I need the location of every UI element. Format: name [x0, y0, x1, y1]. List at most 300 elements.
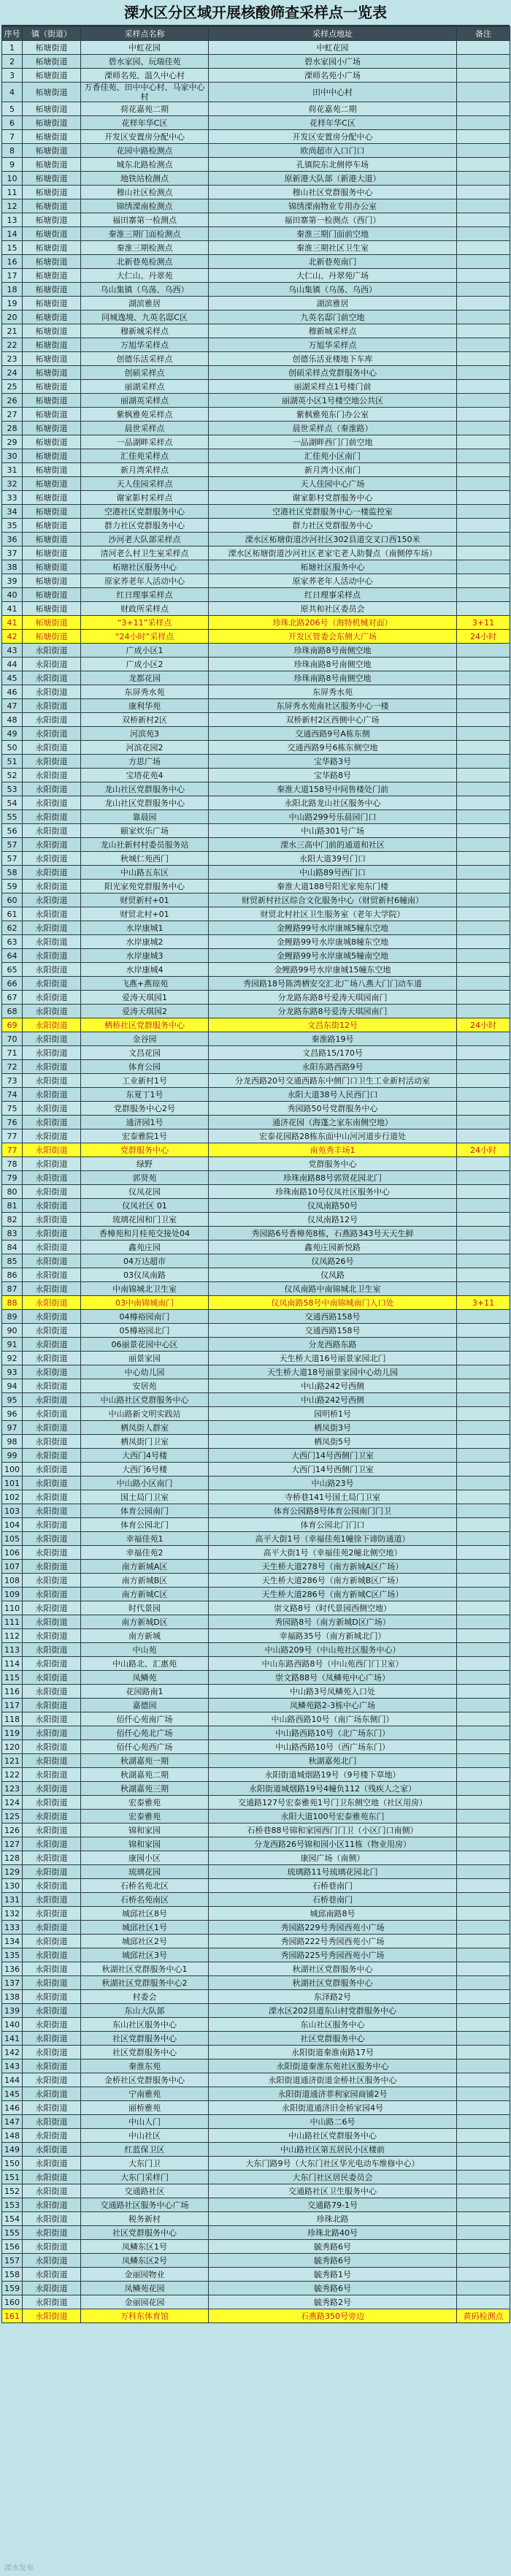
row-street: 永阳街道 — [23, 2254, 81, 2268]
row-street: 永阳街道 — [23, 977, 81, 991]
row-note — [457, 2295, 510, 2309]
row-index: 141 — [2, 2032, 23, 2046]
table-row — [2, 1227, 510, 1241]
row-street: 柘塘街道 — [23, 380, 81, 394]
table-row — [2, 477, 510, 491]
row-street: 永阳街道 — [23, 1365, 81, 1379]
row-site-address: 通济花园（海蓬之家东南侧空地） — [209, 1116, 457, 1129]
row-site-name: 04樽裕园南门 — [81, 1310, 209, 1324]
row-street: 柘塘街道 — [23, 533, 81, 546]
row-street: 永阳街道 — [23, 1129, 81, 1143]
row-site-name: 党群服务中心 — [81, 1143, 209, 1157]
row-site-name: 中心幼儿园 — [81, 1365, 209, 1379]
row-index: 30 — [2, 449, 23, 463]
row-site-name: 锦和家园 — [81, 1824, 209, 1837]
table-row — [2, 1699, 510, 1712]
row-street: 永阳街道 — [23, 1588, 81, 1601]
row-note — [457, 172, 510, 186]
row-index: 104 — [2, 1518, 23, 1532]
row-note — [457, 1199, 510, 1213]
row-site-name: 双桥新村2区 — [81, 713, 209, 727]
row-index: 52 — [2, 769, 23, 782]
row-index: 20 — [2, 310, 23, 324]
row-site-name: 阳光家苑党群服务中心 — [81, 880, 209, 893]
row-site-name: 凤鳞苑 — [81, 1671, 209, 1685]
row-index: 116 — [2, 1685, 23, 1699]
row-site-name: 栖凤街人群室 — [81, 1421, 209, 1435]
row-index: 67 — [2, 991, 23, 1005]
row-site-name: 城东北路检测点 — [81, 158, 209, 172]
row-site-name: 地铁站检测点 — [81, 172, 209, 186]
row-site-address: 欧尚超市入口门口 — [209, 144, 457, 158]
row-site-address: 大东门社区居民委员会 — [209, 2171, 457, 2184]
row-note — [457, 769, 510, 782]
table-row — [2, 977, 510, 991]
table-row — [2, 1865, 510, 1879]
row-site-name: 龙都花园 — [81, 671, 209, 685]
row-site-name: 红日理事采样点 — [81, 588, 209, 602]
row-note — [457, 935, 510, 949]
row-note — [457, 727, 510, 741]
row-site-name: 一品湖畔采样点 — [81, 435, 209, 449]
row-note — [457, 1921, 510, 1935]
row-site-address: 毓秀路6号 — [209, 2254, 457, 2268]
row-site-address: 分龙西路26号锦和园小区11栋（物业用房） — [209, 1837, 457, 1851]
table-row — [2, 2059, 510, 2073]
row-street: 永阳街道 — [23, 1657, 81, 1671]
row-site-address: 永阳大道39号门口 — [209, 852, 457, 866]
table-row — [2, 713, 510, 727]
row-site-address: 秦淮三期门面前空地 — [209, 227, 457, 241]
row-street: 永阳街道 — [23, 1824, 81, 1837]
row-note — [457, 1948, 510, 1962]
table-row — [2, 1532, 510, 1546]
table-row — [2, 1282, 510, 1296]
row-site-name: 万科东体育馆 — [81, 2309, 209, 2323]
row-site-name: 03中南锦城南门 — [81, 1296, 209, 1310]
row-note — [457, 1976, 510, 1990]
row-site-address: 新月湾小区南门 — [209, 463, 457, 477]
row-note — [457, 977, 510, 991]
row-street: 永阳街道 — [23, 866, 81, 880]
row-site-name: 中山人门 — [81, 2115, 209, 2129]
row-site-address: 秋湖嘉苑北门 — [209, 1754, 457, 1768]
row-index: 13 — [2, 213, 23, 227]
row-index: 154 — [2, 2212, 23, 2226]
row-site-address: 城邱南路8号 — [209, 1907, 457, 1921]
row-note — [457, 1060, 510, 1074]
row-note — [457, 755, 510, 769]
row-index: 136 — [2, 1962, 23, 1976]
table-row — [2, 1338, 510, 1352]
row-site-name: 北新巷苑检测点 — [81, 255, 209, 269]
row-note — [457, 1726, 510, 1740]
row-site-name: 宝塔花苑4 — [81, 769, 209, 782]
row-site-address: 秦淮路19号 — [209, 1032, 457, 1046]
row-site-address: 康园广场（南侧） — [209, 1851, 457, 1865]
row-note — [457, 810, 510, 824]
row-note — [457, 2226, 510, 2240]
row-site-address: 永阳街道城烟路19号（9号楼下草地） — [209, 1768, 457, 1782]
row-street: 永阳街道 — [23, 1324, 81, 1338]
table-row — [2, 449, 510, 463]
row-street: 永阳街道 — [23, 2226, 81, 2240]
row-index: 145 — [2, 2087, 23, 2101]
row-site-name: 石桥名苑南区 — [81, 1893, 209, 1907]
row-index: 2 — [2, 55, 23, 69]
table-row — [2, 2087, 510, 2101]
row-street: 永阳街道 — [23, 1851, 81, 1865]
row-index: 86 — [2, 1268, 23, 1282]
row-site-address: 中山路社区第五居民小区楼前 — [209, 2143, 457, 2157]
row-street: 永阳街道 — [23, 2171, 81, 2184]
row-index: 32 — [2, 477, 23, 491]
row-site-address: 丽湖英小区1号楼空地公共区 — [209, 394, 457, 408]
row-note — [457, 1629, 510, 1643]
row-index: 35 — [2, 519, 23, 533]
row-note — [457, 1282, 510, 1296]
row-note — [457, 2184, 510, 2198]
row-site-name: 溧师名苑、温久中心村 — [81, 69, 209, 83]
row-index: 70 — [2, 1032, 23, 1046]
row-street: 永阳街道 — [23, 1643, 81, 1657]
row-note — [457, 1449, 510, 1463]
row-site-address: 穆山社区党群服务中心 — [209, 186, 457, 199]
row-street: 永阳街道 — [23, 782, 81, 796]
table-row — [2, 893, 510, 907]
row-site-name: 秦淮三期门面检测点 — [81, 227, 209, 241]
row-site-name: 中山路新文明实践站 — [81, 1407, 209, 1421]
row-site-address: 乌山集镇（乌荡、乌西） — [209, 283, 457, 297]
row-note — [457, 1768, 510, 1782]
row-street: 永阳街道 — [23, 1615, 81, 1629]
row-site-address: 溧水区202县道东山村党群服务中心 — [209, 2004, 457, 2018]
table-row — [2, 2018, 510, 2032]
row-note — [457, 1393, 510, 1407]
row-street: 永阳街道 — [23, 2240, 81, 2254]
row-site-name: 颐家炊乐广场 — [81, 824, 209, 838]
table-row — [2, 1837, 510, 1851]
row-site-address: 秀园路229号秀园西苑小广场 — [209, 1921, 457, 1935]
table-row — [2, 1199, 510, 1213]
row-site-address: 凤鳞苑路2-3栋中心广场 — [209, 1699, 457, 1712]
row-street: 柘塘街道 — [23, 116, 81, 130]
row-note — [457, 1407, 510, 1421]
row-street: 柘塘街道 — [23, 560, 81, 574]
table-row — [2, 186, 510, 199]
row-site-name: 体育公园北门 — [81, 1518, 209, 1532]
row-site-name: 晨世采样点 — [81, 422, 209, 435]
row-note — [457, 1837, 510, 1851]
row-index: 50 — [2, 741, 23, 755]
row-index: 147 — [2, 2115, 23, 2129]
row-site-name: 城邱社区3号 — [81, 1948, 209, 1962]
row-site-name: 河滨苑3 — [81, 727, 209, 741]
row-index: 65 — [2, 963, 23, 977]
row-index: 157 — [2, 2254, 23, 2268]
row-street: 永阳街道 — [23, 1574, 81, 1588]
row-note — [457, 1116, 510, 1129]
row-site-address: 孔镇院东北侧停车场 — [209, 158, 457, 172]
row-site-name: 大西门4号楼 — [81, 1449, 209, 1463]
table-row — [2, 158, 510, 172]
row-site-name: 中山路社区党群服务中心 — [81, 1393, 209, 1407]
row-street: 永阳街道 — [23, 1463, 81, 1476]
row-site-name: 康园小区 — [81, 1851, 209, 1865]
row-site-name: 宁南雅苑 — [81, 2087, 209, 2101]
row-note — [457, 380, 510, 394]
table-row — [2, 116, 510, 130]
row-site-address: 晨世采样点（秦淮路） — [209, 422, 457, 435]
watermark-text: 溧水发布 — [4, 2564, 34, 2572]
row-note: 24小时 — [457, 630, 510, 644]
table-row — [2, 1518, 510, 1532]
row-street: 永阳街道 — [23, 935, 81, 949]
table-row — [2, 1879, 510, 1893]
row-site-address: 原共和社区委员会 — [209, 602, 457, 616]
row-site-name: 时代景园 — [81, 1601, 209, 1615]
row-street: 柘塘街道 — [23, 255, 81, 269]
table-row — [2, 1143, 510, 1157]
row-site-name: 中山苑 — [81, 1643, 209, 1657]
table-row — [2, 588, 510, 602]
row-street: 永阳街道 — [23, 2157, 81, 2171]
row-street: 永阳街道 — [23, 2059, 81, 2073]
row-index: 75 — [2, 1102, 23, 1116]
row-index: 9 — [2, 158, 23, 172]
table-row — [2, 1421, 510, 1435]
row-note — [457, 1754, 510, 1768]
row-street: 永阳街道 — [23, 824, 81, 838]
row-site-address: 体育公园路8号体育公园南门门卫 — [209, 1504, 457, 1518]
row-site-name: 秋城仁苑西门 — [81, 852, 209, 866]
table-row — [2, 769, 510, 782]
row-index: 123 — [2, 1782, 23, 1796]
row-site-address: 田中中心村 — [209, 83, 457, 102]
table-row — [2, 1671, 510, 1685]
row-index: 118 — [2, 1712, 23, 1726]
row-site-address: 栖凤街5号 — [209, 1435, 457, 1449]
row-street: 柘塘街道 — [23, 394, 81, 408]
row-index: 98 — [2, 1435, 23, 1449]
row-site-address: 大仁山、丹翠苑广场 — [209, 269, 457, 283]
row-site-address: 永阳街道秦淮南路17号 — [209, 2046, 457, 2059]
row-street: 永阳街道 — [23, 1282, 81, 1296]
table-row — [2, 1005, 510, 1018]
row-index: 88 — [2, 1296, 23, 1310]
row-site-name: 郭贤苑 — [81, 1171, 209, 1185]
table-row — [2, 2268, 510, 2282]
row-site-name: 东屏秀水苑 — [81, 685, 209, 699]
row-note — [457, 213, 510, 227]
row-index: 135 — [2, 1948, 23, 1962]
row-note — [457, 2115, 510, 2129]
row-site-address: 金鲤路99号水岸康城15幢东空地 — [209, 963, 457, 977]
row-site-name: 幸福佳苑1 — [81, 1532, 209, 1546]
row-street: 柘塘街道 — [23, 158, 81, 172]
row-site-name: 秋湖嘉苑三期 — [81, 1782, 209, 1796]
table-row — [2, 2226, 510, 2240]
table-row — [2, 55, 510, 69]
row-index: 87 — [2, 1282, 23, 1296]
table-row — [2, 1615, 510, 1629]
row-note — [457, 1032, 510, 1046]
row-index: 26 — [2, 394, 23, 408]
row-index: 137 — [2, 1976, 23, 1990]
row-index: 150 — [2, 2157, 23, 2171]
row-index: 125 — [2, 1810, 23, 1824]
row-site-address: 一品湖畔西门门前空地 — [209, 435, 457, 449]
row-street: 永阳街道 — [23, 671, 81, 685]
row-note — [457, 2282, 510, 2295]
row-site-name: 安居苑 — [81, 1379, 209, 1393]
row-site-name: 文昌花园 — [81, 1046, 209, 1060]
row-site-address: 柘塘社区服务中心 — [209, 560, 457, 574]
row-index: 144 — [2, 2073, 23, 2087]
row-site-address: 永阳大道38号人民西门口 — [209, 1088, 457, 1102]
row-site-address: 高平大街1号（幸福佳苑1幢徐下谛防通道） — [209, 1532, 457, 1546]
row-street: 永阳街道 — [23, 852, 81, 866]
row-note — [457, 102, 510, 116]
row-site-name: 交通路社区服务中心广场 — [81, 2198, 209, 2212]
row-site-address: 汇佳苑小区南门 — [209, 449, 457, 463]
table-row — [2, 408, 510, 422]
row-street: 永阳街道 — [23, 1532, 81, 1546]
row-site-address: 寺桥巷141号国土局门卫室 — [209, 1490, 457, 1504]
table-row — [2, 172, 510, 186]
row-index: 37 — [2, 546, 23, 560]
row-index: 33 — [2, 491, 23, 505]
row-site-address: 天生桥大道18号丽景家园中心幼儿园 — [209, 1365, 457, 1379]
row-street: 柘塘街道 — [23, 213, 81, 227]
table-row — [2, 1588, 510, 1601]
row-site-name: 水岸康城2 — [81, 935, 209, 949]
row-note — [457, 394, 510, 408]
row-index: 1 — [2, 41, 23, 55]
row-site-address: 永阳街道通济旧金桥家园4号 — [209, 2101, 457, 2115]
row-index: 78 — [2, 1157, 23, 1171]
row-street: 柘塘街道 — [23, 55, 81, 69]
row-site-address: 体育公园北门门口 — [209, 1518, 457, 1532]
row-index: 31 — [2, 463, 23, 477]
row-index: 10 — [2, 172, 23, 186]
row-index: 53 — [2, 782, 23, 796]
row-site-address: 金鲤路99号水岸康城5幢东空地 — [209, 921, 457, 935]
table-row — [2, 463, 510, 477]
row-site-address: 幸福路35号（南方新城北门） — [209, 1629, 457, 1643]
row-site-name: 柘塘社区服务中心 — [81, 560, 209, 574]
row-note — [457, 1893, 510, 1907]
row-index: 112 — [2, 1629, 23, 1643]
header-street: 镇（街道） — [23, 27, 81, 41]
row-note — [457, 1268, 510, 1282]
table-row — [2, 824, 510, 838]
row-site-name: 空港社区党群服务中心 — [81, 505, 209, 519]
row-note — [457, 1796, 510, 1810]
row-street: 柘塘街道 — [23, 616, 81, 630]
row-site-address: 交通西路158号 — [209, 1324, 457, 1338]
row-street: 永阳街道 — [23, 796, 81, 810]
row-note — [457, 588, 510, 602]
row-index: 91 — [2, 1338, 23, 1352]
table-row — [2, 1962, 510, 1976]
row-index: 68 — [2, 1005, 23, 1018]
row-site-address: 原家荞老年人活动中心 — [209, 574, 457, 588]
row-street: 永阳街道 — [23, 1796, 81, 1810]
row-site-name: 秋湖社区党群服务中心2 — [81, 1976, 209, 1990]
row-note — [457, 283, 510, 297]
row-index: 126 — [2, 1824, 23, 1837]
row-street: 永阳街道 — [23, 963, 81, 977]
row-note: 24小时 — [457, 1143, 510, 1157]
table-row — [2, 1407, 510, 1421]
row-street: 永阳街道 — [23, 2143, 81, 2157]
row-site-name: 大仁山、丹翠苑 — [81, 269, 209, 283]
row-site-address: 金鲤路99号水岸康城8幢东空地 — [209, 935, 457, 949]
row-street: 永阳街道 — [23, 1393, 81, 1407]
row-note — [457, 1574, 510, 1588]
row-street: 永阳街道 — [23, 1490, 81, 1504]
row-site-name: 穆新城采样点 — [81, 324, 209, 338]
row-index: 60 — [2, 893, 23, 907]
table-row — [2, 1740, 510, 1754]
row-site-address: 高平大街1号（幸福佳苑2幢北侧空地） — [209, 1546, 457, 1560]
row-site-name: 绿野 — [81, 1157, 209, 1171]
row-index: 107 — [2, 1560, 23, 1574]
row-site-name: 金丽园物业 — [81, 2268, 209, 2282]
table-row — [2, 2032, 510, 2046]
row-note: 3+11 — [457, 1296, 510, 1310]
row-street: 柘塘街道 — [23, 144, 81, 158]
row-street: 永阳街道 — [23, 1227, 81, 1241]
row-site-address: 中山路二6号 — [209, 2115, 457, 2129]
row-site-name: 交通路社区 — [81, 2184, 209, 2198]
row-note — [457, 1379, 510, 1393]
row-site-name: 花园中路检测点 — [81, 144, 209, 158]
row-note — [457, 158, 510, 172]
row-note — [457, 1518, 510, 1532]
row-street: 柘塘街道 — [23, 477, 81, 491]
row-index: 121 — [2, 1754, 23, 1768]
table-row — [2, 602, 510, 616]
row-site-name: 广成小区1 — [81, 644, 209, 658]
row-site-name: 秦淮东苑 — [81, 2059, 209, 2073]
row-site-name: 社区党群服务中心 — [81, 2046, 209, 2059]
row-index: 74 — [2, 1088, 23, 1102]
row-site-address: 湖滨雅居 — [209, 297, 457, 310]
row-index: 57 — [2, 852, 23, 866]
row-street: 永阳街道 — [23, 2101, 81, 2115]
row-site-address: 中山路242号西侧 — [209, 1379, 457, 1393]
row-index: 48 — [2, 713, 23, 727]
row-street: 永阳街道 — [23, 907, 81, 921]
row-street: 柘塘街道 — [23, 449, 81, 463]
table-row — [2, 394, 510, 408]
row-note — [457, 907, 510, 921]
row-note — [457, 1740, 510, 1754]
row-site-name: 东夏丁1号 — [81, 1088, 209, 1102]
row-street: 永阳街道 — [23, 1754, 81, 1768]
row-site-address: 中山路西路10号（西广场东门） — [209, 1740, 457, 1754]
row-site-address: 福田寨第一检测点（西门） — [209, 213, 457, 227]
row-street: 永阳街道 — [23, 685, 81, 699]
row-site-address: 溧师名苑小广场 — [209, 69, 457, 83]
table-row — [2, 1449, 510, 1463]
row-note — [457, 1560, 510, 1574]
row-note — [457, 2004, 510, 2018]
row-site-address: 北新巷苑南门 — [209, 255, 457, 269]
row-note — [457, 1685, 510, 1699]
